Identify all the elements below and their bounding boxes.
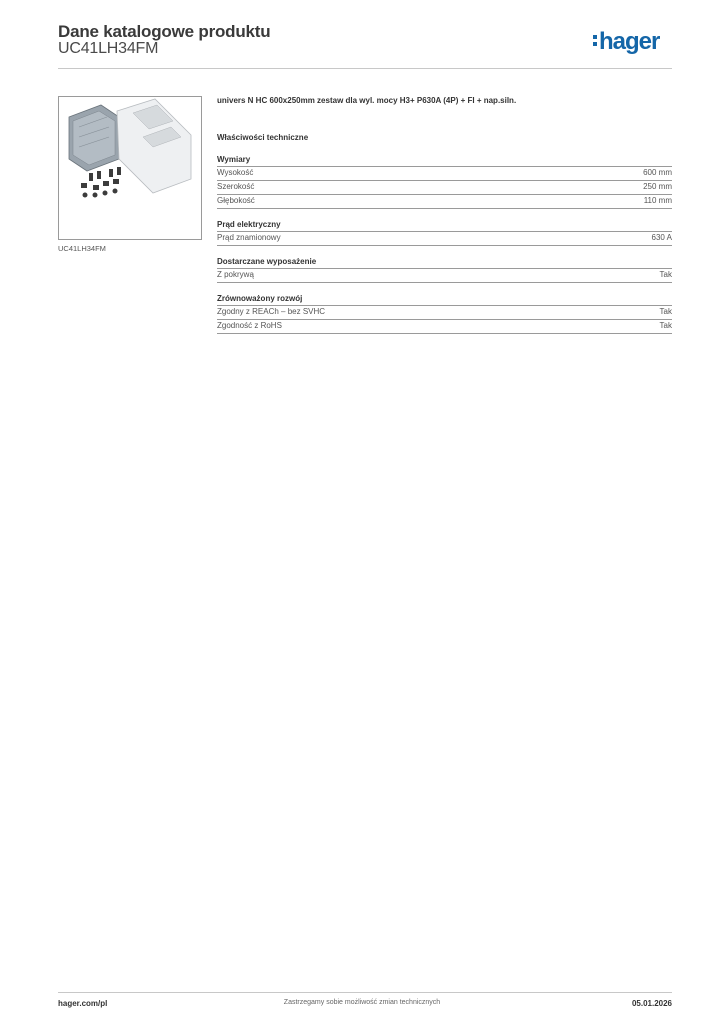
product-code-heading: UC41LH34FM bbox=[58, 40, 159, 57]
section-supplied-equipment bbox=[217, 257, 672, 283]
image-caption: UC41LH34FM bbox=[58, 244, 106, 253]
spec-value: 110 mm bbox=[643, 196, 672, 205]
logo-text: hager bbox=[599, 28, 660, 55]
spec-row bbox=[217, 269, 672, 283]
spec-value: 600 mm bbox=[643, 168, 672, 177]
spec-value: Tak bbox=[659, 270, 672, 279]
section-title: Dostarczane wyposażenie bbox=[217, 257, 672, 269]
spec-label: Zgodny z REACh – bez SVHC bbox=[217, 307, 326, 316]
spec-value: Tak bbox=[659, 321, 672, 330]
section-dimensions bbox=[217, 155, 672, 209]
header-divider bbox=[58, 68, 672, 69]
section-sustainability bbox=[217, 294, 672, 334]
technical-properties-heading: Właściwości techniczne bbox=[217, 133, 309, 142]
product-description: univers N HC 600x250mm zestaw dla wyl. mocy H3+ P630A (4P) + FI + nap.siln. bbox=[217, 96, 517, 105]
footer-disclaimer: Zastrzegamy sobie możliwość zmian technicznych bbox=[283, 999, 441, 1006]
spec-row bbox=[217, 181, 672, 195]
footer-website-link[interactable]: hager.com/pl bbox=[58, 999, 108, 1008]
page-title: Dane katalogowe produktu bbox=[58, 22, 271, 41]
spec-label: Głębokość bbox=[217, 196, 255, 205]
spec-label: Wysokość bbox=[217, 168, 254, 177]
spec-row bbox=[217, 167, 672, 181]
spec-value: 630 A bbox=[651, 233, 672, 242]
spec-row bbox=[217, 232, 672, 246]
spec-label: Szerokość bbox=[217, 182, 255, 191]
section-title: Zrównoważony rozwój bbox=[217, 294, 672, 306]
footer-date: 05.01.2026 bbox=[631, 999, 672, 1008]
spec-label: Z pokrywą bbox=[217, 270, 254, 279]
hager-logo bbox=[593, 28, 659, 56]
product-kit-illustration bbox=[59, 97, 201, 239]
section-electrical-current bbox=[217, 220, 672, 246]
spec-label: Prąd znamionowy bbox=[217, 233, 281, 242]
product-image bbox=[58, 96, 202, 240]
footer-divider bbox=[58, 992, 672, 993]
spec-value: Tak bbox=[659, 307, 672, 316]
section-title: Wymiary bbox=[217, 155, 672, 167]
section-title: Prąd elektryczny bbox=[217, 220, 672, 232]
spec-value: 250 mm bbox=[643, 182, 672, 191]
product-details bbox=[217, 96, 672, 345]
spec-row bbox=[217, 320, 672, 334]
spec-row bbox=[217, 306, 672, 320]
spec-row bbox=[217, 195, 672, 209]
logo-dots-icon bbox=[593, 32, 597, 49]
spec-label: Zgodność z RoHS bbox=[217, 321, 282, 330]
